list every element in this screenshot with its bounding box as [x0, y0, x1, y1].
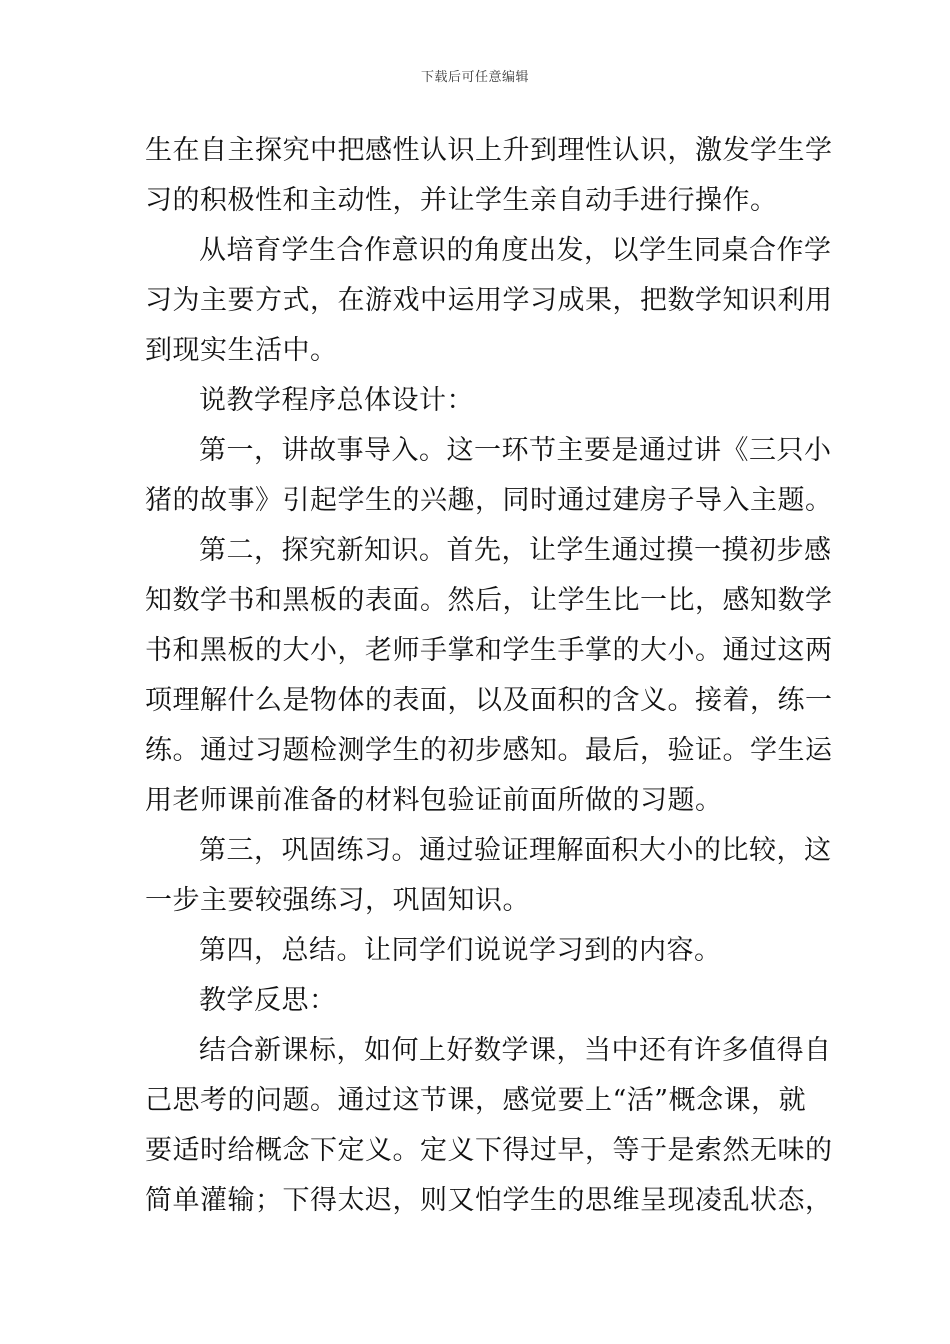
text-line: 要适时给概念下定义。定义下得过早，等于是索然无味的: [145, 1135, 833, 1166]
text-line: 从培育学生合作意识的角度出发，以学生同桌合作学: [199, 235, 832, 266]
text-line: 项理解什么是物体的表面，以及面积的含义。接着，练一: [145, 685, 833, 716]
text-line: 练。通过习题检测学生的初步感知。最后，验证。学生运: [145, 735, 833, 766]
text-line: 用老师课前准备的材料包验证前面所做的习题。: [145, 785, 723, 816]
text-line: 第二，探究新知识。首先，让学生通过摸一摸初步感: [199, 535, 832, 566]
text-line: 猪的故事》引起学生的兴趣，同时通过建房子导入主题。: [145, 485, 833, 516]
text-line: 书和黑板的大小，老师手掌和学生手掌的大小。通过这两: [145, 635, 833, 666]
text-line: 习为主要方式，在游戏中运用学习成果，把数学知识利用: [145, 285, 833, 316]
text-line: 习的积极性和主动性，并让学生亲自动手进行操作。: [145, 185, 778, 216]
section-heading: 说教学程序总体设计：: [199, 385, 474, 416]
text-line: 到现实生活中。: [145, 335, 338, 366]
text-line: 知数学书和黑板的表面。然后，让学生比一比，感知数学: [145, 585, 833, 616]
section-heading: 教学反思：: [199, 985, 337, 1016]
text-line: 第一，讲故事导入。这一环节主要是通过讲《三只小: [199, 435, 832, 466]
text-line: 简单灌输；下得太迟，则又怕学生的思维呈现凌乱状态，: [145, 1185, 833, 1216]
text-line: 生在自主探究中把感性认识上升到理性认识，激发学生学: [145, 135, 833, 166]
text-line: 结合新课标，如何上好数学课，当中还有许多值得自: [199, 1035, 832, 1066]
text-line: 第四，总结。让同学们说说学习到的内容。: [199, 935, 722, 966]
document-body: [145, 126, 833, 1226]
text-line: 己思考的问题。通过这节课，感觉要上“活”概念课，就: [145, 1085, 807, 1116]
text-line: 一步主要较强练习，巩固知识。: [145, 885, 530, 916]
text-line: 第三，巩固练习。通过验证理解面积大小的比较，这: [199, 835, 832, 866]
page-header: 下载后可任意编辑: [420, 70, 529, 85]
